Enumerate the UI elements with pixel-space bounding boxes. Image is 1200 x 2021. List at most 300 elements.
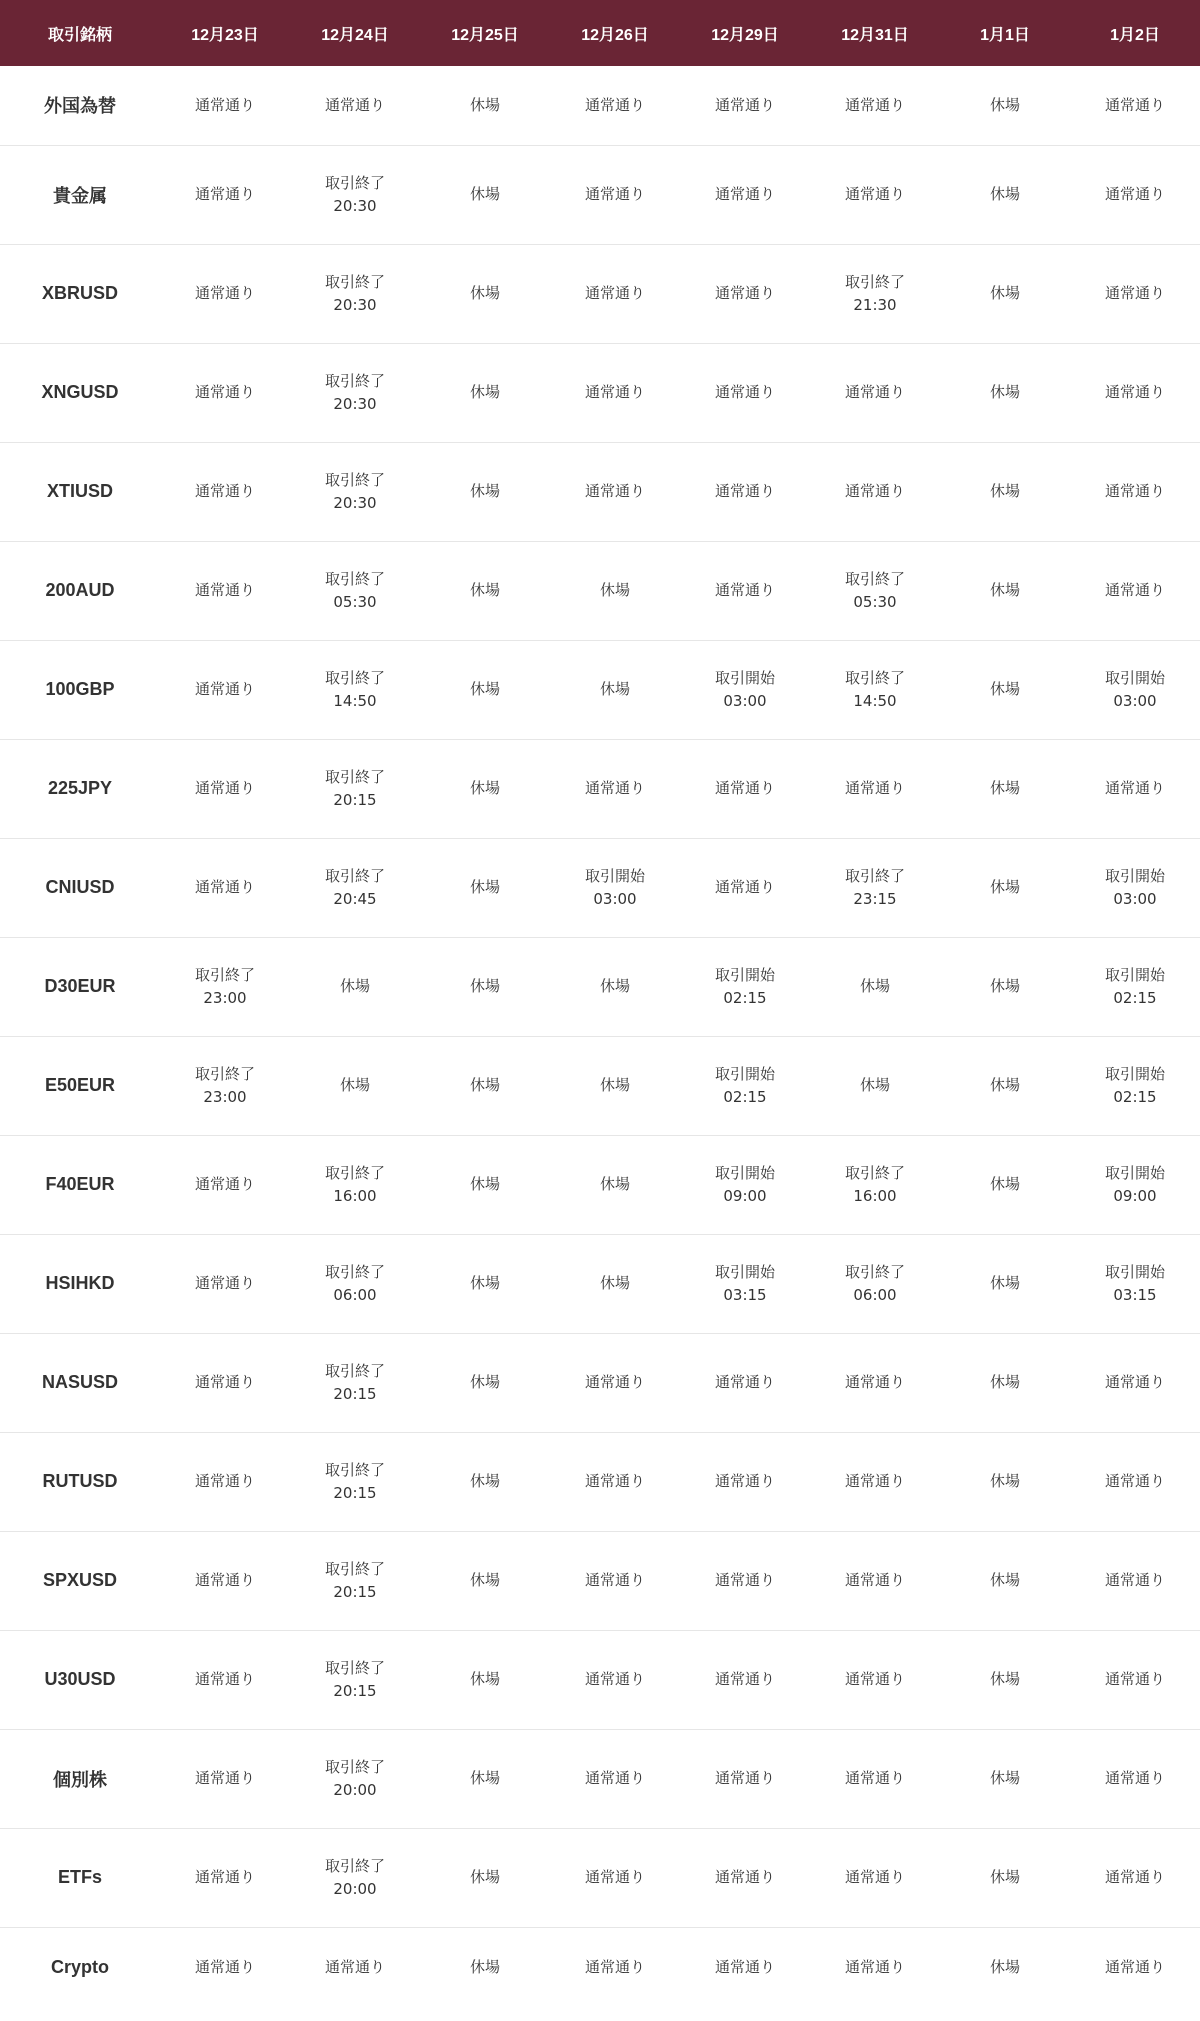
cell-status: 休場	[989, 185, 1020, 203]
schedule-cell	[160, 1234, 290, 1333]
schedule-cell	[420, 1432, 550, 1531]
schedule-cell	[160, 541, 290, 640]
cell-status: 休場	[989, 977, 1020, 995]
column-header-symbol: 取引銘柄	[47, 26, 112, 44]
cell-status: 通常通り	[584, 1571, 645, 1589]
schedule-cell	[550, 838, 680, 937]
table-row	[0, 1729, 1200, 1828]
schedule-cell	[680, 1432, 810, 1531]
schedule-cell	[290, 1729, 420, 1828]
schedule-cell	[420, 1531, 550, 1630]
schedule-cell	[160, 640, 290, 739]
cell-status: 通常通り	[714, 482, 775, 500]
table-row	[0, 937, 1200, 1036]
cell-status: 通常通り	[844, 1373, 905, 1391]
symbol-cell: HSIHKD	[45, 1273, 115, 1293]
table-row	[0, 640, 1200, 739]
schedule-cell	[940, 838, 1070, 937]
schedule-cell	[420, 1630, 550, 1729]
schedule-cell	[420, 1036, 550, 1135]
schedule-cell	[680, 145, 810, 244]
schedule-cell	[680, 640, 810, 739]
schedule-cell	[810, 244, 940, 343]
schedule-cell	[420, 66, 550, 145]
cell-status: 休場	[989, 1868, 1020, 1886]
cell-status: 通常通り	[194, 1571, 255, 1589]
cell-status: 通常通り	[194, 1769, 255, 1787]
cell-time: 06:00	[853, 1285, 897, 1304]
cell-status: 通常通り	[844, 1472, 905, 1490]
schedule-cell	[1070, 937, 1200, 1036]
cell-status: 通常通り	[194, 1472, 255, 1490]
symbol-cell: 200AUD	[45, 580, 115, 600]
cell-status: 通常通り	[844, 185, 905, 203]
symbol-cell: XBRUSD	[41, 283, 118, 303]
schedule-cell	[1070, 1630, 1200, 1729]
cell-status: 通常通り	[584, 185, 645, 203]
table-row	[0, 145, 1200, 244]
cell-status: 通常通り	[844, 1670, 905, 1688]
cell-status: 取引終了	[844, 668, 905, 687]
schedule-cell	[290, 1828, 420, 1927]
cell-status: 取引終了	[324, 866, 385, 885]
schedule-cell	[420, 739, 550, 838]
cell-time: 20:30	[333, 295, 377, 314]
cell-status: 取引終了	[194, 965, 255, 984]
schedule-cell	[940, 937, 1070, 1036]
schedule-cell	[290, 343, 420, 442]
cell-time: 20:15	[333, 1681, 377, 1700]
cell-status: 通常通り	[714, 1769, 775, 1787]
cell-status: 休場	[339, 977, 370, 995]
schedule-cell	[290, 937, 420, 1036]
cell-status: 通常通り	[194, 680, 255, 698]
cell-time: 20:15	[333, 1483, 377, 1502]
symbol-cell: ETFs	[57, 1867, 102, 1887]
cell-status: 通常通り	[844, 1571, 905, 1589]
cell-time: 16:00	[333, 1186, 377, 1205]
cell-status: 通常通り	[194, 779, 255, 797]
schedule-cell	[290, 1036, 420, 1135]
cell-status: 通常通り	[1104, 1769, 1165, 1787]
schedule-cell	[680, 1234, 810, 1333]
cell-status: 休場	[599, 680, 630, 698]
schedule-cell	[940, 66, 1070, 145]
cell-status: 休場	[469, 1670, 500, 1688]
schedule-cell	[1070, 66, 1200, 145]
table-row	[0, 541, 1200, 640]
column-header-date: 12月29日	[711, 26, 779, 44]
cell-status: 取引終了	[844, 569, 905, 588]
cell-status: 通常通り	[714, 383, 775, 401]
cell-time: 20:30	[333, 196, 377, 215]
cell-time: 03:15	[723, 1285, 767, 1304]
schedule-cell	[1070, 838, 1200, 937]
schedule-cell	[420, 937, 550, 1036]
cell-status: 通常通り	[1104, 1373, 1165, 1391]
schedule-cell	[1070, 1828, 1200, 1927]
schedule-cell	[810, 1531, 940, 1630]
schedule-cell	[680, 66, 810, 145]
schedule-cell	[550, 1234, 680, 1333]
cell-time: 05:30	[853, 592, 897, 611]
table-row	[0, 1630, 1200, 1729]
cell-status: 休場	[469, 779, 500, 797]
table-row	[0, 1828, 1200, 1927]
column-header-date: 12月24日	[321, 26, 389, 44]
schedule-cell	[550, 1036, 680, 1135]
schedule-cell	[160, 442, 290, 541]
schedule-cell	[550, 66, 680, 145]
schedule-cell	[680, 1036, 810, 1135]
schedule-cell	[940, 541, 1070, 640]
cell-status: 取引開始	[714, 1262, 775, 1281]
cell-status: 取引終了	[324, 371, 385, 390]
symbol-cell: CNIUSD	[45, 877, 115, 897]
cell-status: 通常通り	[1104, 284, 1165, 302]
cell-status: 休場	[469, 581, 500, 599]
cell-status: 取引終了	[844, 866, 905, 885]
cell-status: 通常通り	[714, 1373, 775, 1391]
schedule-cell	[680, 937, 810, 1036]
schedule-cell	[160, 145, 290, 244]
cell-status: 通常通り	[584, 284, 645, 302]
schedule-cell	[680, 1531, 810, 1630]
schedule-cell	[940, 1729, 1070, 1828]
schedule-cell	[290, 1432, 420, 1531]
schedule-cell	[810, 640, 940, 739]
cell-status: 取引終了	[844, 1262, 905, 1281]
symbol-cell: 貴金属	[53, 185, 107, 206]
cell-status: 取引終了	[324, 1460, 385, 1479]
cell-status: 通常通り	[194, 1274, 255, 1292]
cell-time: 03:15	[1113, 1285, 1157, 1304]
schedule-cell	[1070, 1531, 1200, 1630]
schedule-cell	[810, 1729, 940, 1828]
schedule-cell	[810, 1927, 940, 2007]
schedule-cell	[810, 1135, 940, 1234]
cell-status: 通常通り	[1104, 1957, 1165, 1976]
cell-status: 通常通り	[844, 1957, 905, 1976]
cell-status: 取引開始	[1104, 1262, 1165, 1281]
schedule-cell	[550, 343, 680, 442]
schedule-cell	[290, 244, 420, 343]
cell-status: 休場	[469, 1373, 500, 1391]
schedule-cell	[940, 442, 1070, 541]
cell-status: 通常通り	[194, 185, 255, 203]
cell-time: 20:00	[333, 1780, 377, 1799]
cell-status: 休場	[599, 1076, 630, 1094]
schedule-cell	[160, 1828, 290, 1927]
cell-status: 取引終了	[844, 272, 905, 291]
schedule-cell	[810, 937, 940, 1036]
cell-status: 休場	[599, 581, 630, 599]
column-header-date: 12月25日	[451, 26, 519, 44]
schedule-cell	[420, 640, 550, 739]
cell-status: 取引終了	[324, 272, 385, 291]
cell-time: 03:00	[593, 889, 637, 908]
schedule-cell	[940, 1234, 1070, 1333]
cell-status: 取引終了	[324, 1757, 385, 1776]
schedule-cell	[290, 739, 420, 838]
cell-status: 通常通り	[1104, 185, 1165, 203]
cell-status: 休場	[989, 1769, 1020, 1787]
schedule-cell	[810, 1036, 940, 1135]
cell-status: 通常通り	[844, 95, 905, 114]
cell-status: 通常通り	[714, 1670, 775, 1688]
schedule-cell	[680, 244, 810, 343]
schedule-cell	[1070, 541, 1200, 640]
schedule-cell	[1070, 244, 1200, 343]
cell-status: 休場	[469, 1957, 500, 1976]
cell-status: 休場	[469, 1571, 500, 1589]
schedule-cell	[290, 640, 420, 739]
cell-status: 通常通り	[714, 284, 775, 302]
schedule-cell	[160, 1432, 290, 1531]
cell-time: 14:50	[853, 691, 897, 710]
schedule-cell	[680, 1135, 810, 1234]
cell-status: 取引終了	[324, 470, 385, 489]
schedule-cell	[290, 1630, 420, 1729]
cell-status: 通常通り	[584, 482, 645, 500]
schedule-cell	[420, 442, 550, 541]
cell-status: 取引開始	[1104, 1163, 1165, 1182]
schedule-cell	[550, 1927, 680, 2007]
cell-status: 取引終了	[324, 1361, 385, 1380]
schedule-cell	[940, 1927, 1070, 2007]
symbol-cell: Crypto	[51, 1956, 109, 1977]
schedule-cell	[1070, 739, 1200, 838]
cell-time: 20:30	[333, 493, 377, 512]
schedule-cell	[290, 1234, 420, 1333]
symbol-cell: XTIUSD	[46, 481, 113, 501]
schedule-cell	[940, 1630, 1070, 1729]
schedule-cell	[420, 244, 550, 343]
cell-status: 休場	[599, 1175, 630, 1193]
table-row	[0, 1036, 1200, 1135]
schedule-cell	[810, 1234, 940, 1333]
cell-time: 05:30	[333, 592, 377, 611]
cell-status: 通常通り	[584, 383, 645, 401]
cell-status: 通常通り	[584, 1957, 645, 1976]
schedule-cell	[420, 145, 550, 244]
cell-status: 休場	[989, 779, 1020, 797]
schedule-cell	[810, 1432, 940, 1531]
schedule-cell	[680, 1333, 810, 1432]
table-body	[0, 66, 1200, 2007]
schedule-cell	[810, 66, 940, 145]
cell-status: 休場	[469, 1274, 500, 1292]
cell-status: 通常通り	[324, 1957, 385, 1976]
schedule-cell	[550, 640, 680, 739]
schedule-cell	[290, 1531, 420, 1630]
schedule-cell	[550, 1828, 680, 1927]
cell-time: 06:00	[333, 1285, 377, 1304]
schedule-cell	[810, 1630, 940, 1729]
cell-status: 通常通り	[194, 1868, 255, 1886]
cell-status: 通常通り	[584, 95, 645, 114]
cell-status: 取引終了	[194, 1064, 255, 1083]
schedule-cell	[940, 1432, 1070, 1531]
table-row	[0, 1135, 1200, 1234]
schedule-cell	[940, 1333, 1070, 1432]
cell-status: 通常通り	[584, 1373, 645, 1391]
schedule-cell	[1070, 145, 1200, 244]
symbol-cell: NASUSD	[41, 1372, 118, 1392]
schedule-cell	[550, 739, 680, 838]
schedule-cell	[160, 739, 290, 838]
schedule-cell	[550, 541, 680, 640]
schedule-cell	[940, 1036, 1070, 1135]
table-row	[0, 1234, 1200, 1333]
schedule-cell	[160, 66, 290, 145]
cell-status: 休場	[469, 878, 500, 896]
symbol-cell: SPXUSD	[42, 1570, 118, 1590]
schedule-cell	[420, 1135, 550, 1234]
schedule-cell	[940, 1828, 1070, 1927]
schedule-cell	[810, 739, 940, 838]
table-row	[0, 1927, 1200, 2007]
cell-time: 20:15	[333, 1582, 377, 1601]
cell-time: 20:45	[333, 889, 377, 908]
schedule-cell	[420, 838, 550, 937]
cell-status: 通常通り	[1104, 1670, 1165, 1688]
schedule-cell	[420, 1828, 550, 1927]
cell-status: 取引開始	[714, 1064, 775, 1083]
cell-time: 20:30	[333, 394, 377, 413]
cell-status: 休場	[989, 1472, 1020, 1490]
cell-status: 通常通り	[714, 1472, 775, 1490]
symbol-cell: D30EUR	[44, 976, 116, 996]
schedule-cell	[810, 1333, 940, 1432]
cell-status: 休場	[469, 383, 500, 401]
cell-status: 取引終了	[324, 1658, 385, 1677]
cell-status: 休場	[469, 1076, 500, 1094]
cell-status: 休場	[989, 1571, 1020, 1589]
schedule-cell	[550, 1432, 680, 1531]
cell-status: 通常通り	[584, 1868, 645, 1886]
schedule-cell	[940, 1135, 1070, 1234]
table-row	[0, 66, 1200, 145]
table-header	[0, 0, 1200, 66]
cell-status: 通常通り	[714, 581, 775, 599]
cell-status: 取引開始	[1104, 965, 1165, 984]
cell-status: 休場	[989, 95, 1020, 114]
cell-time: 02:15	[723, 1087, 767, 1106]
schedule-cell	[550, 1729, 680, 1828]
table-row	[0, 1333, 1200, 1432]
cell-status: 休場	[469, 1868, 500, 1886]
schedule-cell	[420, 1234, 550, 1333]
cell-time: 16:00	[853, 1186, 897, 1205]
cell-status: 休場	[469, 680, 500, 698]
cell-time: 02:15	[1113, 1087, 1157, 1106]
schedule-cell	[550, 145, 680, 244]
schedule-cell	[420, 343, 550, 442]
cell-status: 取引終了	[324, 767, 385, 786]
schedule-cell	[160, 343, 290, 442]
cell-status: 休場	[469, 185, 500, 203]
schedule-cell	[680, 442, 810, 541]
schedule-cell	[550, 442, 680, 541]
schedule-cell	[290, 838, 420, 937]
cell-status: 休場	[989, 581, 1020, 599]
schedule-cell	[680, 739, 810, 838]
cell-status: 休場	[989, 1670, 1020, 1688]
symbol-cell: 個別株	[53, 1769, 107, 1790]
schedule-cell	[290, 1333, 420, 1432]
cell-status: 取引終了	[324, 173, 385, 192]
table-row	[0, 739, 1200, 838]
cell-status: 休場	[989, 1957, 1020, 1976]
cell-status: 通常通り	[1104, 1868, 1165, 1886]
symbol-cell: U30USD	[44, 1669, 116, 1689]
cell-status: 休場	[989, 383, 1020, 401]
cell-time: 20:15	[333, 790, 377, 809]
cell-status: 取引終了	[324, 1559, 385, 1578]
column-header-date: 1月1日	[980, 26, 1030, 44]
schedule-cell	[810, 541, 940, 640]
table-row	[0, 442, 1200, 541]
column-header-date: 12月23日	[191, 26, 259, 44]
schedule-cell	[1070, 1729, 1200, 1828]
cell-status: 休場	[989, 878, 1020, 896]
symbol-cell: XNGUSD	[41, 382, 119, 402]
cell-status: 通常通り	[1104, 95, 1165, 114]
cell-time: 02:15	[723, 988, 767, 1007]
schedule-cell	[1070, 1234, 1200, 1333]
cell-status: 通常通り	[194, 383, 255, 401]
cell-status: 休場	[469, 977, 500, 995]
cell-time: 02:15	[1113, 988, 1157, 1007]
schedule-cell	[810, 442, 940, 541]
schedule-cell	[550, 1333, 680, 1432]
schedule-cell	[1070, 640, 1200, 739]
schedule-cell	[1070, 442, 1200, 541]
cell-status: 休場	[599, 1274, 630, 1292]
schedule-cell	[1070, 1036, 1200, 1135]
schedule-cell	[1070, 1927, 1200, 2007]
cell-status: 通常通り	[584, 1472, 645, 1490]
cell-status: 通常通り	[844, 383, 905, 401]
cell-time: 14:50	[333, 691, 377, 710]
table-row	[0, 244, 1200, 343]
cell-status: 通常通り	[1104, 779, 1165, 797]
cell-status: 通常通り	[844, 1769, 905, 1787]
table-row	[0, 1432, 1200, 1531]
cell-status: 通常通り	[584, 779, 645, 797]
cell-status: 取引終了	[844, 1163, 905, 1182]
cell-status: 休場	[599, 977, 630, 995]
symbol-cell: F40EUR	[45, 1174, 115, 1194]
column-header-date: 12月26日	[581, 26, 649, 44]
cell-status: 取引終了	[324, 1856, 385, 1875]
cell-status: 休場	[469, 284, 500, 302]
cell-status: 通常通り	[844, 779, 905, 797]
schedule-cell	[160, 1333, 290, 1432]
cell-status: 取引開始	[1104, 1064, 1165, 1083]
schedule-cell	[550, 1135, 680, 1234]
cell-status: 通常通り	[714, 1571, 775, 1589]
cell-status: 休場	[469, 1769, 500, 1787]
cell-status: 休場	[469, 482, 500, 500]
cell-status: 通常通り	[194, 1957, 255, 1976]
schedule-cell	[810, 145, 940, 244]
cell-status: 休場	[989, 680, 1020, 698]
cell-status: 取引開始	[584, 866, 645, 885]
schedule-cell	[420, 1333, 550, 1432]
schedule-cell	[160, 1531, 290, 1630]
